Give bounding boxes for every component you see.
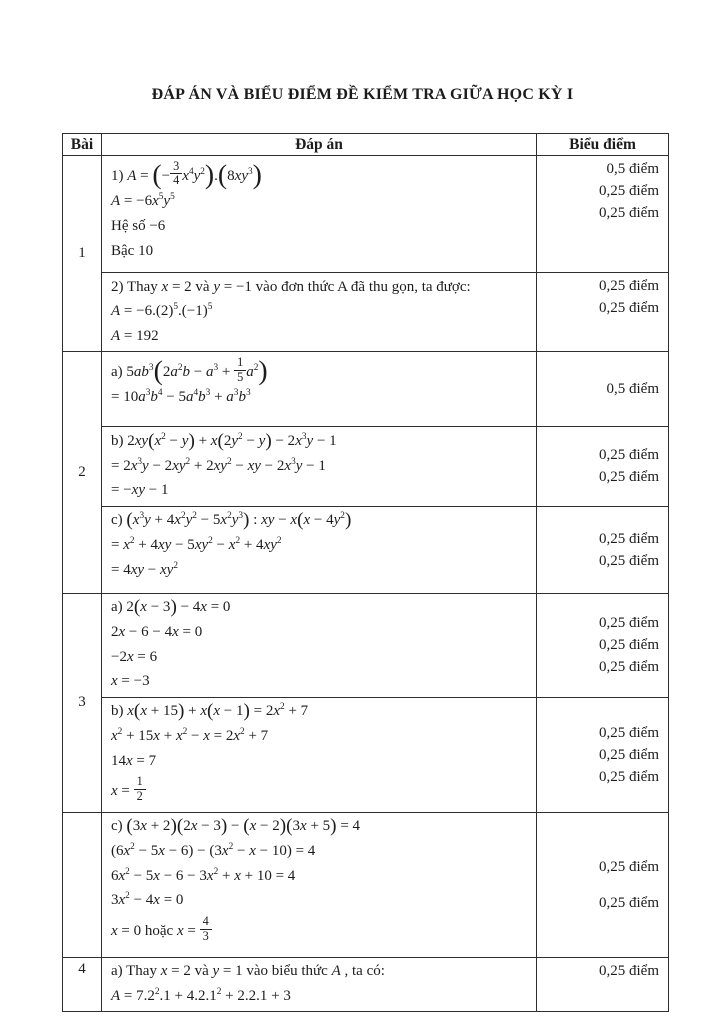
points-line: 0,25 điểm <box>599 637 659 653</box>
answer-line: 2x − 6 − 4x = 0 <box>111 623 203 640</box>
answer-line: b) $2xy(x^2 - y) + x(2y^2 - y) - 2x^3y - 1$ <box>111 430 337 452</box>
answer-line: b) $x(x + 15) + x(x - 1) = 2x^2 + 7$ <box>111 700 309 722</box>
points-cell <box>537 593 669 697</box>
answer-line: a) $5ab^3(2a^2b - a^3$ + $\frac{1}{5}$ $a^2$) <box>111 354 268 387</box>
answer-cell <box>102 593 537 697</box>
document-title: ĐÁP ÁN VÀ BIỂU ĐIỂM ĐỀ KIỂM TRA GIỮA HỌC KỲ I <box>151 86 574 103</box>
points-line: 0,25 điểm <box>599 469 659 486</box>
points-cell <box>537 427 669 506</box>
answer-line: c) (3x + 2)(2x − 3) − (x − 2)(3x + 5) = 4 <box>111 815 361 837</box>
points-cell <box>537 352 669 427</box>
answer-line: = $x^2 + 4xy - 5xy^2 - x^2 + 4xy^2$ <box>111 535 282 553</box>
answer-cell <box>102 812 537 957</box>
answer-cell <box>102 273 537 352</box>
answer-line: 14x = 7 <box>111 752 157 769</box>
points-line: 0,25 điểm <box>599 858 659 875</box>
answer-line: = $4xy - xy^2$ <box>111 560 178 578</box>
points-line: 0,5 điểm <box>606 161 659 177</box>
answer-cell <box>102 957 537 1012</box>
answer-line: $6x^2 - 5x - 6 - 3x^2 + x + 10 = 4$ <box>111 866 296 884</box>
points-line: 0,25 điểm <box>599 278 659 294</box>
answer-key-table <box>62 133 669 1012</box>
answer-line: $3x^2 - 4x = 0$ <box>111 891 184 909</box>
points-cell <box>537 273 669 352</box>
answer-line: a) Thay x = 2 và y = 1 vào biểu thức A , ta có: <box>111 963 385 979</box>
table-row <box>63 352 669 427</box>
points-cell <box>537 156 669 273</box>
table-row <box>63 273 669 352</box>
answer-line: Hệ số −6 <box>111 217 166 234</box>
answer-line: x = $\frac{1}{2}$ <box>111 774 528 806</box>
answer-line: $A = -6x^5y^5$ <box>111 192 175 210</box>
answer-line: a) 2(x − 3) − 4x = 0 <box>111 596 231 618</box>
table-row <box>63 427 669 506</box>
points-line: 0,25 điểm <box>599 894 659 911</box>
answer-cell <box>102 506 537 593</box>
answer-line: $(6x^2 - 5x - 6) - (3x^2 - x - 10) = 4$ <box>111 841 316 859</box>
answer-line: Bậc 10 <box>111 242 154 259</box>
answer-line: $x^2 + 15x + x^2 - x = 2x^2 + 7$ <box>111 726 269 744</box>
answer-cell <box>102 352 537 427</box>
points-cell <box>537 957 669 1012</box>
points-line: 0,25 điểm <box>599 724 659 741</box>
points-line: 0,25 điểm <box>599 183 659 199</box>
answer-line: $A = 7.2^2.1 + 4.2.1^2 + 2.2.1 + 3$ <box>111 986 291 1004</box>
points-line: 0,25 điểm <box>599 746 659 763</box>
points-line: 0,25 điểm <box>599 552 659 569</box>
points-line: 0,25 điểm <box>599 768 659 785</box>
exercise-number-cell: 4 <box>63 957 102 1012</box>
exercise-number-cell: 2 <box>63 352 102 593</box>
exercise-number-cell: 1 <box>63 156 102 352</box>
points-cell <box>537 697 669 812</box>
answer-line: = −xy − 1 <box>111 482 169 499</box>
points-line: 0,25 điểm <box>599 447 659 464</box>
answer-line: A = 192 <box>111 328 159 344</box>
points-cell <box>537 812 669 957</box>
answer-cell <box>102 156 537 273</box>
table-row <box>63 697 669 812</box>
table-row <box>63 957 669 1012</box>
answer-cell <box>102 697 537 812</box>
header-points: Biểu điểm <box>537 134 669 156</box>
points-line: 0,25 điểm <box>599 530 659 547</box>
answer-line: 2) Thay x = 2 và y = −1 vào đơn thức A đã thu gọn, ta được: <box>111 278 471 295</box>
exercise-number-cell: 3 <box>63 593 102 812</box>
table-row <box>63 593 669 697</box>
answer-cell <box>102 427 537 506</box>
points-line: 0,5 điểm <box>606 381 659 398</box>
answer-line: −2x = 6 <box>111 648 158 665</box>
points-line: 0,25 điểm <box>599 962 659 979</box>
table-header-row <box>63 134 669 156</box>
exercise-number-cell-empty <box>63 812 102 957</box>
points-line: 0,25 điểm <box>599 659 659 675</box>
answer-line: 1) A = (− $\frac{3}{4}$ $x^4y^2).(8xy^3)$ <box>111 158 262 190</box>
table-row <box>63 156 669 273</box>
header-exercise: Bài <box>63 134 102 156</box>
header-answer: Đáp án <box>102 134 537 156</box>
points-line: 0,25 điểm <box>599 205 659 221</box>
answer-line: = $10a^3b^4 - 5a^4b^3 + a^3b^3$ <box>111 388 251 406</box>
points-cell <box>537 506 669 593</box>
table-row <box>63 812 669 957</box>
answer-line: x = −3 <box>111 673 150 690</box>
points-line: 0,25 điểm <box>599 615 659 631</box>
answer-line: c) $(x^3y + 4x^2y^2 - 5x^2y^3)$ : xy − $x(x - 4y^2)$ <box>111 509 352 531</box>
table-row <box>63 506 669 593</box>
answer-line: $A = -6.(2)^5.(-1)^5$ <box>111 302 213 320</box>
answer-line: = $2x^3y - 2xy^2 + 2xy^2$ − xy − $2x^3y - 1$ <box>111 456 326 474</box>
points-line: 0,25 điểm <box>599 300 659 316</box>
answer-line: x = 0 hoặc x = $\frac{4}{3}$ <box>111 914 528 946</box>
